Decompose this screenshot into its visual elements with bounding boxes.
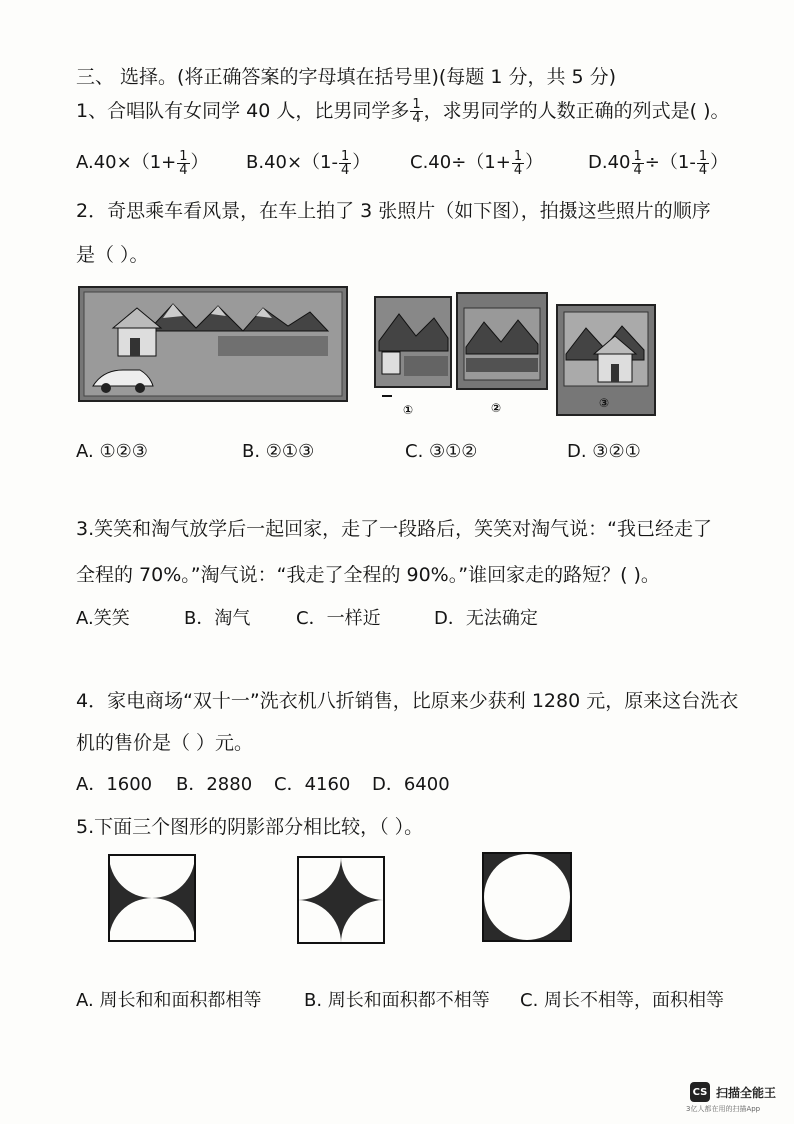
q5-option-a: A. 周长和和面积都相等 (76, 990, 262, 1011)
q5-option-c: C. 周长不相等，面积相等 (520, 990, 725, 1011)
scanner-app-name: 扫描全能王 (716, 1085, 777, 1100)
q2-option-d: D. ③②① (567, 441, 641, 462)
scanner-tagline: 3亿人都在用的扫描App (686, 1105, 761, 1113)
question-1 (76, 96, 730, 125)
q4-option-c: C．4160 (274, 774, 351, 795)
q2-option-b: B. ②①③ (242, 441, 315, 462)
q4-option-a: A．1600 (76, 774, 153, 795)
q1-option-d: D.40 $\frac{1}{4}$ ÷（1- $\frac{1}{4}$ ） (588, 148, 729, 178)
figure-inscribed-circle (482, 852, 572, 942)
q3-line-1: 3.笑笑和淘气放学后一起回家，走了一段路后，笑笑对淘气说：“我已经走了 (76, 518, 712, 540)
q3-option-a: A.笑笑 (76, 608, 130, 629)
q5-line-1: 5.下面三个图形的阴影部分相比较，（ ）。 (76, 816, 424, 838)
q1-text-b: ，求男同学的人数正确的列式是( )。 (423, 100, 730, 122)
q1-fraction: $\frac{1}{4}$ (412, 97, 421, 126)
q5-option-b: B. 周长和面积都不相等 (304, 990, 490, 1011)
q2-option-a: A. ①②③ (76, 441, 148, 462)
q3-option-d: D．无法确定 (434, 608, 538, 629)
q3-line-2: 全程的 70%。”淘气说：“我走了全程的 90%。”谁回家走的路短？( )。 (76, 564, 660, 586)
q4-option-d: D．6400 (372, 774, 450, 795)
q4-option-b: B．2880 (176, 774, 253, 795)
q1-option-a: A.40×（1+ $\frac{1}{4}$ ） (76, 148, 209, 178)
q2-line-2: 是（ ）。 (76, 244, 149, 266)
figure-semicircles (108, 854, 196, 942)
q3-option-c: C．一样近 (296, 608, 381, 629)
q3-option-b: B．淘气 (184, 608, 251, 629)
scenery-panorama (78, 286, 348, 402)
camscanner-logo-icon: CS (690, 1082, 710, 1102)
q2-line-1: 2．奇思乘车看风景，在车上拍了 3 张照片（如下图），拍摄这些照片的顺序 (76, 200, 711, 222)
photo-1 (374, 296, 452, 404)
scanner-watermark (690, 1082, 776, 1102)
q4-line-2: 机的售价是（ ）元。 (76, 732, 254, 754)
photo-label-1: ① (403, 403, 414, 417)
q1-option-b: B.40×（1- $\frac{1}{4}$ ） (246, 148, 371, 178)
photo-label-2: ② (491, 401, 502, 415)
q2-option-c: C. ③①② (405, 441, 478, 462)
q1-text-a: 1、合唱队有女同学 40 人，比男同学多 (76, 100, 410, 122)
section-heading: 三、 选择。(将正确答案的字母填在括号里)(每题 1 分，共 5 分) (76, 66, 617, 88)
figure-quarter-circles (297, 856, 385, 944)
photo-2 (456, 292, 548, 404)
photo-label-3: ③ (599, 396, 610, 410)
q4-line-1: 4．家电商场“双十一”洗衣机八折销售，比原来少获利 1280 元，原来这台洗衣 (76, 690, 739, 712)
q1-option-c: C.40÷（1+ $\frac{1}{4}$ ） (410, 148, 544, 178)
